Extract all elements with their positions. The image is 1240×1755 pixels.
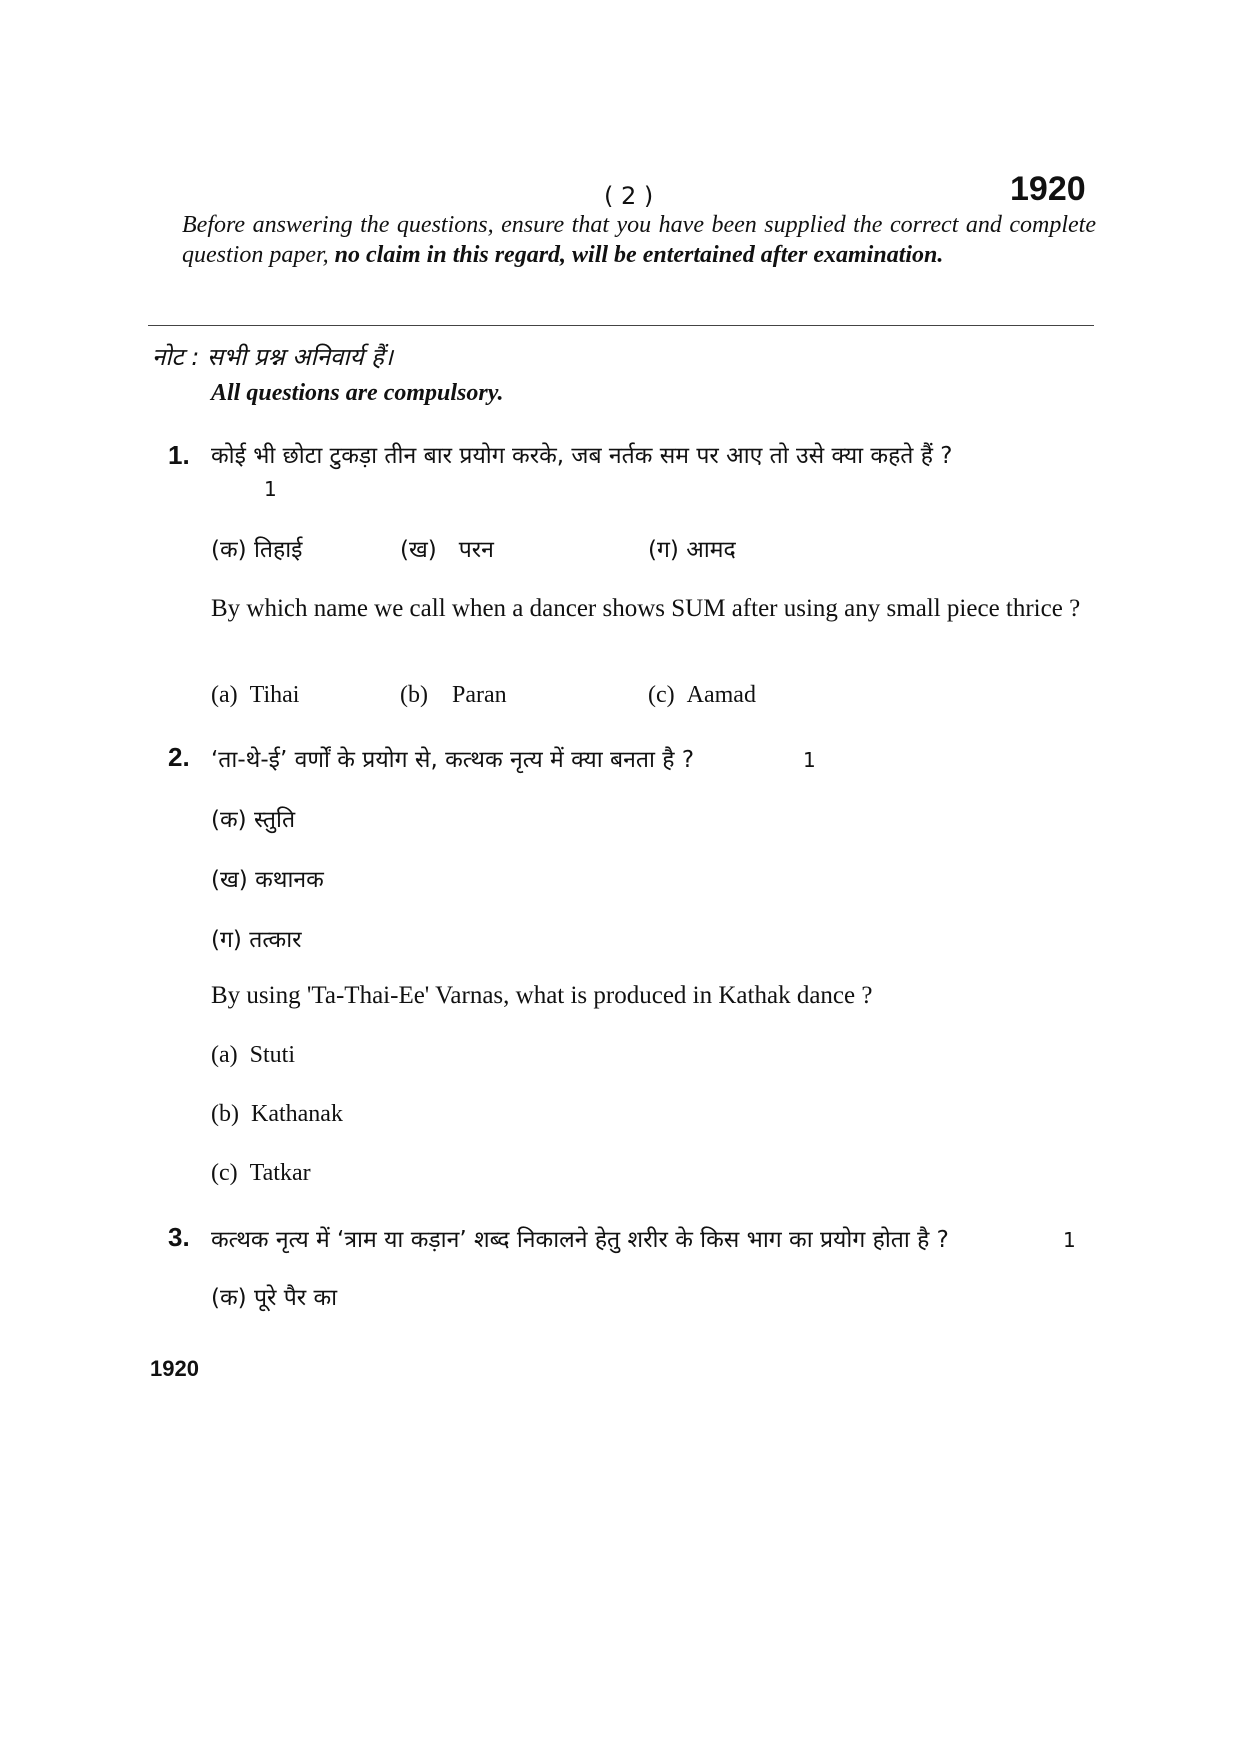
q1-english-option-a <box>211 682 299 709</box>
question-1-hindi: कोई भी छोटा टुकड़ा तीन बार प्रयोग करके, जब नर्तक सम पर आए तो उसे क्या कहते हैं ? <box>211 443 953 469</box>
question-number-1: 1. <box>168 440 190 470</box>
option-text: Kathanak <box>250 1101 343 1127</box>
option-label: (क) <box>211 1285 247 1311</box>
option-text: Stuti <box>249 1042 295 1068</box>
question-1-marks: 1 <box>264 477 277 501</box>
option-label: (ख) <box>211 867 248 893</box>
option-text: Paran <box>451 682 507 708</box>
q2-english-option-a <box>211 1042 295 1069</box>
divider-line <box>148 325 1094 326</box>
note-hindi: नोट : सभी प्रश्न अनिवार्य हैं। <box>152 343 393 371</box>
question-2-marks: 1 <box>803 748 816 772</box>
exam-instruction <box>182 210 1096 270</box>
question-number-3: 3. <box>168 1222 190 1252</box>
question-2-english: By using 'Ta-Thai-Ee' Varnas, what is produced in Kathak dance ? <box>211 982 873 1009</box>
q3-hindi-option-a <box>211 1280 337 1312</box>
option-label: (क) <box>211 807 247 833</box>
option-label: (a) <box>211 1042 238 1068</box>
option-text: Aamad <box>686 682 756 708</box>
instruction-text: Before answering the questions, ensure that you have been supplied the correct and complete question paper, <box>182 212 1096 268</box>
option-label: (b) <box>400 682 428 708</box>
paper-code-header: 1920 <box>1010 170 1086 208</box>
paper-code-footer: 1920 <box>150 1356 199 1381</box>
option-text: तत्कार <box>249 927 302 953</box>
question-2-hindi: ‘ता-थे-ई’ वर्णों के प्रयोग से, कत्थक नृत्य में क्या बनता है ? <box>211 747 695 773</box>
q2-hindi-option-a <box>211 802 295 834</box>
q2-english-option-c <box>211 1160 311 1187</box>
option-label: (क) <box>211 537 247 563</box>
page-number: ( 2 ) <box>604 182 654 210</box>
option-label: (b) <box>211 1101 239 1127</box>
option-text: आमद <box>686 537 736 563</box>
question-number-2: 2. <box>168 742 190 772</box>
q1-english-option-c <box>648 682 756 709</box>
option-label: (c) <box>648 682 675 708</box>
q1-english-option-b <box>400 682 507 709</box>
note-english: All questions are compulsory. <box>211 380 504 406</box>
instruction-bold-text: no claim in this regard, will be entertained after examination. <box>334 242 944 268</box>
option-label: (ग) <box>211 927 242 953</box>
option-label: (ग) <box>648 537 679 563</box>
q1-hindi-option-a <box>211 532 302 564</box>
option-label: (c) <box>211 1160 238 1186</box>
q1-hindi-option-b <box>400 532 494 564</box>
option-text: परन <box>458 537 494 563</box>
option-text: Tatkar <box>249 1160 311 1186</box>
option-label: (ख) <box>400 537 437 563</box>
option-text: Tihai <box>249 682 300 708</box>
q2-hindi-option-b <box>211 862 324 894</box>
option-text: पूरे पैर का <box>253 1285 338 1311</box>
q1-hindi-option-c <box>648 532 736 564</box>
q2-english-option-b <box>211 1101 343 1128</box>
question-3-marks: 1 <box>1063 1228 1076 1252</box>
option-text: कथानक <box>255 867 324 893</box>
question-3-hindi: कत्थक नृत्य में ‘त्राम या कड़ान’ शब्द निकालने हेतु शरीर के किस भाग का प्रयोग होता है ? <box>211 1227 949 1253</box>
option-label: (a) <box>211 682 238 708</box>
option-text: स्तुति <box>253 807 296 833</box>
option-text: तिहाई <box>253 537 303 563</box>
q2-hindi-option-c <box>211 922 302 954</box>
question-1-english: By which name we call when a dancer shows SUM after using any small piece thrice ? <box>211 595 1081 622</box>
